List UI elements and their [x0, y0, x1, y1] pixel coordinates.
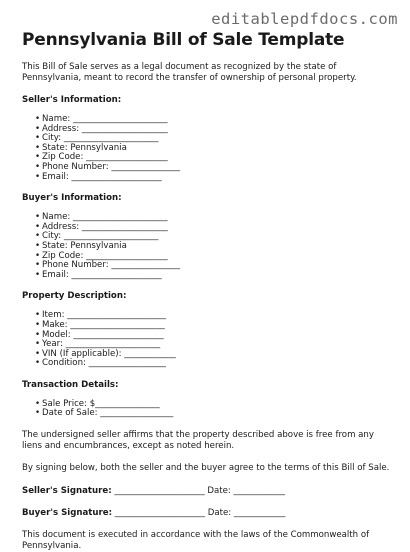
bullet-icon: • [35, 348, 41, 359]
field-list [22, 115, 390, 182]
field-text: Condition: __________________ [42, 358, 166, 369]
field-text: State: Pennsylvania [42, 240, 127, 251]
field-text: Name: ______________________ [42, 212, 168, 223]
section-heading: Buyer's Information: [22, 193, 122, 204]
seller-signature-blank: _____________________ [114, 486, 205, 497]
field-text: Address: ____________________ [42, 123, 168, 134]
field-text: Email: _____________________ [42, 269, 162, 280]
document-page [22, 30, 390, 552]
form-sections [22, 95, 390, 419]
field-text: Model: _____________________ [42, 329, 164, 340]
buyer-signature-label: Buyer's Signature: [22, 508, 113, 519]
bullet-icon: • [35, 171, 41, 182]
document-title: Pennsylvania Bill of Sale Template [22, 30, 345, 50]
bullet-icon: • [35, 212, 41, 223]
field-text: City: ______________________ [42, 133, 159, 144]
field-text: Zip Code: ___________________ [42, 250, 168, 261]
site-watermark: editablepdfdocs.com [211, 10, 398, 28]
buyer-signature-line [22, 508, 390, 519]
field-text: Phone Number: ________________ [42, 260, 181, 271]
field-list [22, 311, 390, 369]
field-text: Zip Code: ___________________ [42, 152, 168, 163]
signing-paragraph: By signing below, both the seller and the buyer agree to the terms of this Bill of Sale. [22, 463, 390, 474]
field-text: Year: ______________________ [42, 339, 161, 350]
field-text: State: Pennsylvania [42, 142, 127, 153]
field-text: Item: _______________________ [42, 310, 167, 321]
affirmation-paragraph: The undersigned seller affirms that the property described above is free from any liens and encumbrances, except as noted herein. [22, 430, 374, 452]
bullet-icon: • [35, 221, 41, 232]
field-text: City: ______________________ [42, 231, 159, 242]
section-heading: Seller's Information: [22, 95, 122, 105]
field-list [22, 400, 390, 419]
bullet-icon: • [35, 114, 41, 124]
field-text: Name: ______________________ [42, 114, 168, 124]
seller-signature-line [22, 486, 390, 497]
bullet-icon: • [35, 142, 41, 153]
field-item [35, 173, 390, 183]
seller-date-blank: ____________ [233, 486, 286, 497]
intro-paragraph: This Bill of Sale serves as a legal document as recognized by the state of Pennsylvania, meant to record the transfer of ownership of personal property. [22, 62, 357, 83]
field-text: Address: ____________________ [42, 221, 168, 232]
buyer-date-label: Date: [207, 508, 232, 519]
field-text: Date of Sale: _________________ [42, 408, 174, 419]
bullet-icon: • [35, 310, 41, 321]
field-text: Make: ______________________ [42, 319, 165, 330]
buyer-date-blank: ____________ [233, 508, 286, 519]
bullet-icon: • [35, 240, 41, 251]
bullet-icon: • [35, 250, 41, 261]
bullet-icon: • [35, 329, 41, 340]
field-item [35, 271, 390, 281]
field-text: Phone Number: ________________ [42, 161, 181, 172]
section-heading: Property Description: [22, 291, 127, 302]
field-text: Email: _____________________ [42, 171, 162, 182]
seller-signature-label: Seller's Signature: [22, 486, 112, 497]
bullet-icon: • [35, 358, 41, 369]
bullet-icon: • [35, 339, 41, 350]
bullet-icon: • [35, 133, 41, 144]
seller-date-label: Date: [207, 486, 231, 497]
buyer-signature-blank: _____________________ [114, 508, 205, 519]
bullet-icon: • [35, 269, 41, 280]
field-text: Sale Price: $_______________ [42, 398, 160, 409]
bullet-icon: • [35, 161, 41, 172]
field-item [35, 409, 390, 419]
field-list [22, 213, 390, 280]
field-item [35, 359, 390, 369]
section-heading: Transaction Details: [22, 379, 119, 390]
bullet-icon: • [35, 319, 41, 330]
field-text: VIN (If applicable): ____________ [42, 348, 176, 359]
bullet-icon: • [35, 123, 41, 134]
bullet-icon: • [35, 260, 41, 271]
bullet-icon: • [35, 231, 41, 242]
footer-paragraph: This document is executed in accordance with the laws of the Commonwealth of Pennsylvania. [22, 530, 370, 552]
bullet-icon: • [35, 398, 41, 409]
bullet-icon: • [35, 408, 41, 419]
bullet-icon: • [35, 152, 41, 163]
